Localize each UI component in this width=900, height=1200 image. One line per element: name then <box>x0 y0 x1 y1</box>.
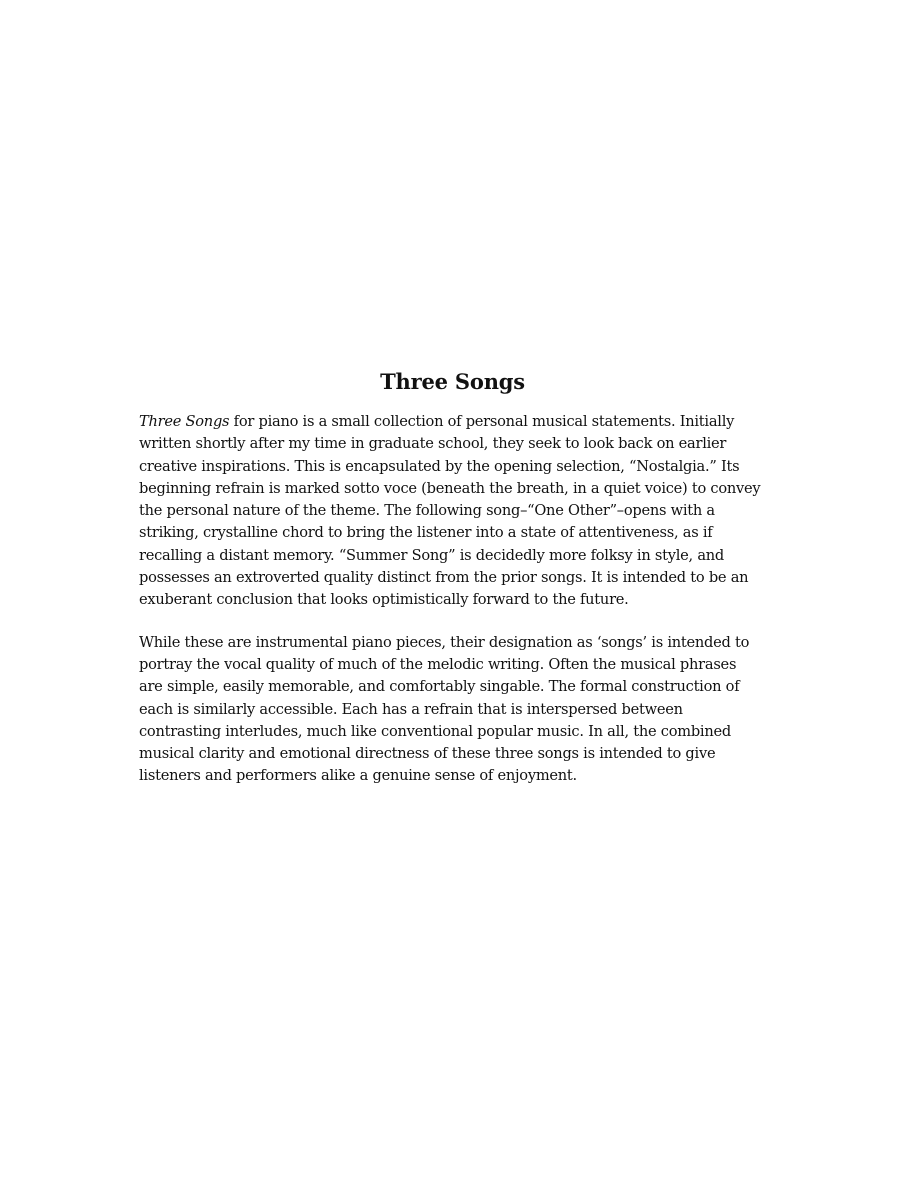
document-body <box>139 366 764 788</box>
work-title-italic: Three Songs <box>139 413 230 430</box>
paragraph-introduction-text: for piano is a small collection of personal musical statements. Initially written shortly after my time in graduate school, they seek to look back on earlier creative inspirations. This is encapsulated by the opening selection, “Nostalgia.” Its beginning refrain is marked sotto voce (beneath the breath, in a quiet voice) to convey the personal nature of the theme. The following song–“One Other”–opens with a striking, crystalline chord to bring the listener into a state of attentiveness, as if recalling a distant memory. “Summer Song” is decidedly more folksy in style, and possesses an extroverted quality distinct from the prior songs. It is intended to be an exuberant conclusion that looks optimistically forward to the future. <box>139 413 761 609</box>
paragraph-introduction <box>139 411 764 612</box>
paragraph-songs-designation: While these are instrumental piano pieces, their designation as ‘songs’ is intended to portray the vocal quality of much of the melodic writing. Often the musical phrases are simple, easily memorable, and comfortably singable. The formal construction of each is similarly accessible. Each has a refrain that is interspersed between contrasting interludes, much like conventional popular music. In all, the combined musical clarity and emotional directness of these three songs is intended to give listeners and performers alike a genuine sense of enjoyment. <box>139 633 750 785</box>
document-title: Three Songs <box>380 369 525 394</box>
